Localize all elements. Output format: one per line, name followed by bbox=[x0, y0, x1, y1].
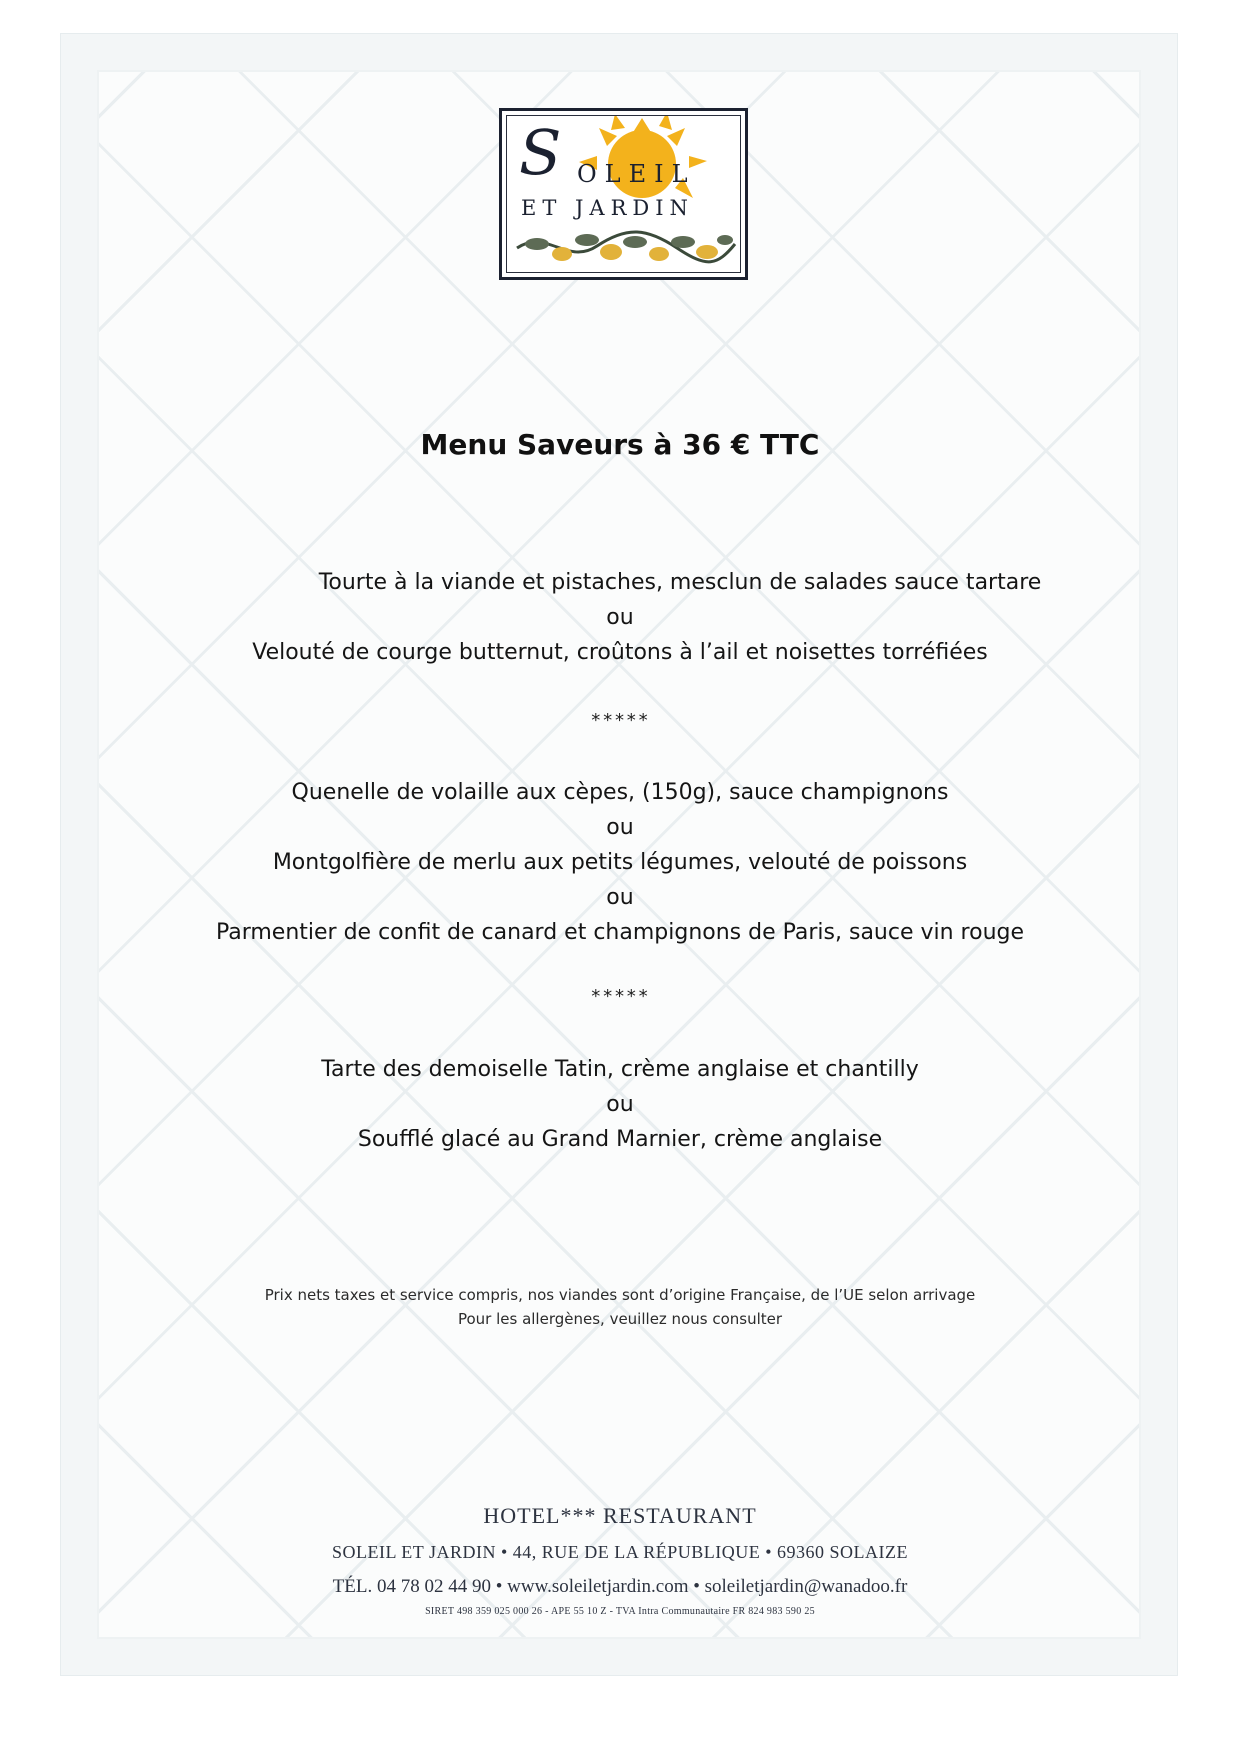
dessert-or: ou bbox=[606, 1092, 634, 1117]
starter-1: Tourte à la viande et pistaches, mesclun de salades sauce tartare bbox=[318, 570, 1042, 595]
restaurant-logo bbox=[499, 108, 748, 280]
footer-hotel-restaurant: HOTEL*** RESTAURANT bbox=[483, 1503, 757, 1528]
logo-word-oleil: OLEIL bbox=[577, 160, 696, 188]
starter-2: Velouté de courge butternut, croûtons à l’ail et noisettes torréfiées bbox=[252, 640, 988, 665]
allergen-note: Pour les allergènes, veuillez nous consulter bbox=[457, 1310, 783, 1328]
footer-contact: TÉL. 04 78 02 44 90 • www.soleiletjardin.com • soleiletjardin@wanadoo.fr bbox=[332, 1576, 908, 1597]
main-2: Montgolfière de merlu aux petits légumes, velouté de poissons bbox=[272, 850, 968, 875]
dessert-2: Soufflé glacé au Grand Marnier, crème anglaise bbox=[357, 1127, 883, 1152]
main-3: Parmentier de confit de canard et champignons de Paris, sauce vin rouge bbox=[215, 920, 1025, 945]
main-or-1: ou bbox=[606, 815, 634, 840]
separator-2: ***** bbox=[590, 986, 650, 1007]
footer-address: SOLEIL ET JARDIN • 44, RUE DE LA RÉPUBLIQUE • 69360 SOLAIZE bbox=[331, 1542, 909, 1562]
logo-lettering bbox=[507, 116, 740, 272]
main-1: Quenelle de volaille aux cèpes, (150g), sauce champignons bbox=[291, 780, 949, 805]
starter-or: ou bbox=[606, 605, 634, 630]
menu-title: Menu Saveurs à 36 € TTC bbox=[420, 428, 820, 461]
footer-legal: SIRET 498 359 025 000 26 - APE 55 10 Z - TVA Intra Communautaire FR 824 983 590 25 bbox=[425, 1606, 815, 1617]
logo-word-et-jardin: ET JARDIN bbox=[521, 196, 694, 220]
logo-panel bbox=[506, 115, 741, 273]
price-note: Prix nets taxes et service compris, nos viandes sont d’origine Française, de l’UE selon arrivage bbox=[264, 1286, 976, 1304]
logo-initial: S bbox=[519, 116, 562, 189]
separator-1: ***** bbox=[590, 710, 650, 731]
dessert-1: Tarte des demoiselle Tatin, crème anglaise et chantilly bbox=[321, 1057, 919, 1082]
main-or-2: ou bbox=[606, 885, 634, 910]
